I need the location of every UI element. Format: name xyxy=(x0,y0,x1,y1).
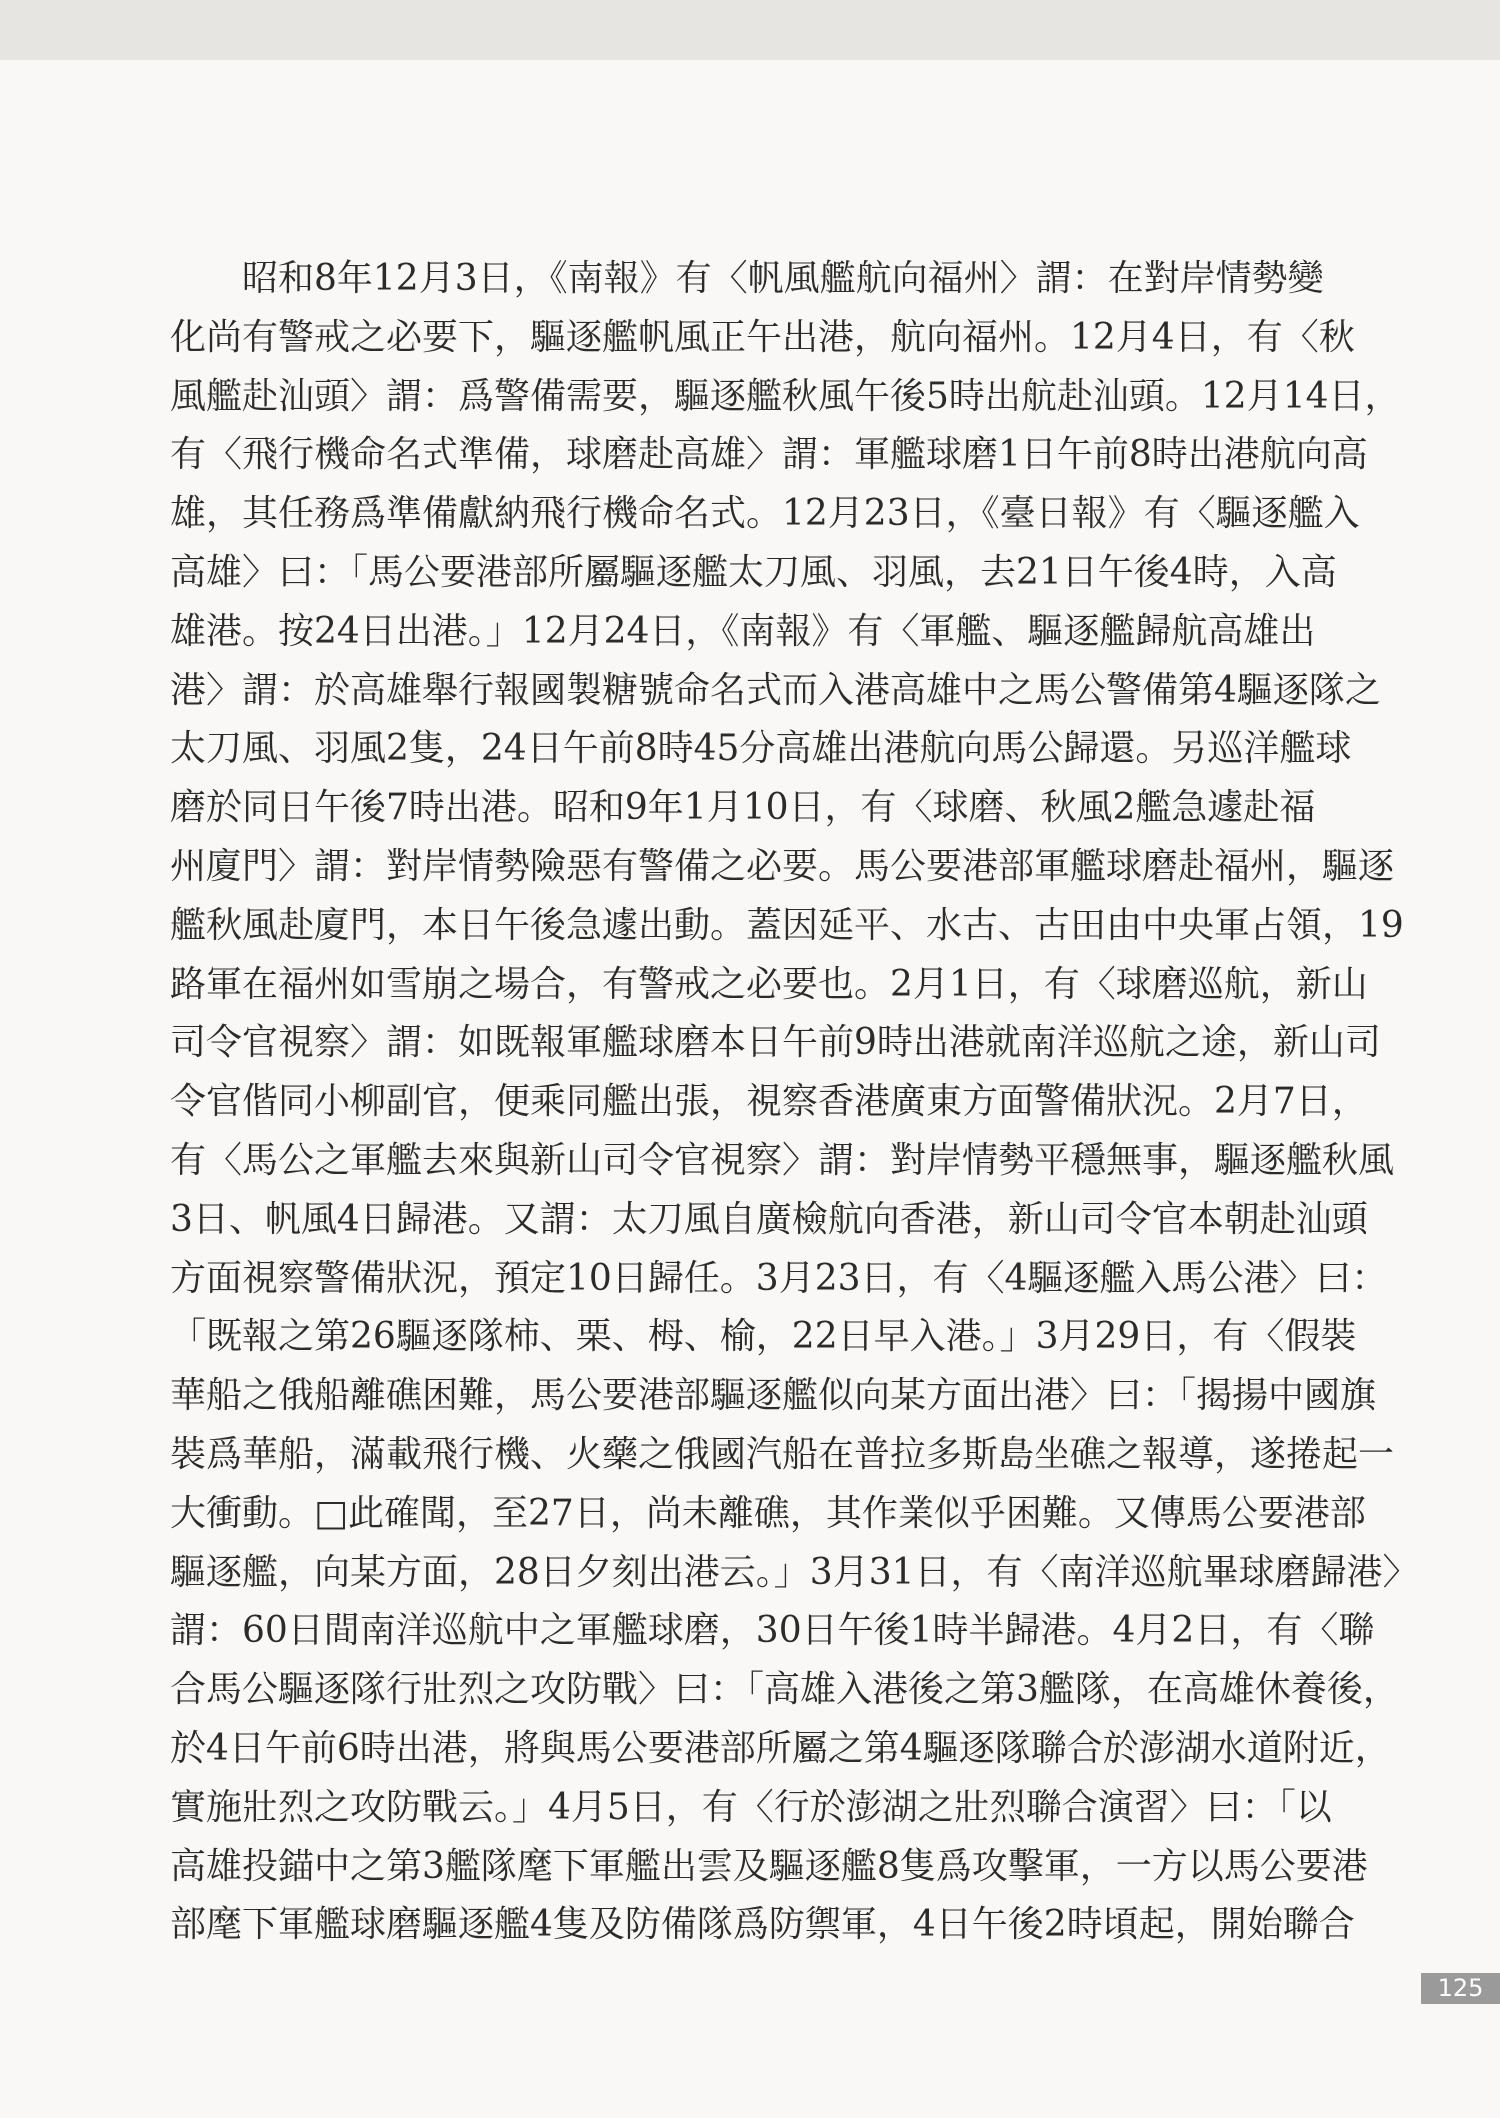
text-line: 於4日午前6時出港，將與馬公要港部所屬之第4驅逐隊聯合於澎湖水道附近， xyxy=(170,1727,1391,1769)
text-line: 太刀風、羽風2隻，24日午前8時45分高雄出港航向馬公歸還。另巡洋艦球 xyxy=(170,728,1352,770)
text-line: 方面視察警備狀況，預定10日歸任。3月23日，有〈4驅逐艦入馬公港〉曰： xyxy=(170,1257,1388,1299)
text-line: 華船之俄船離礁困難，馬公要港部驅逐艦似向某方面出港〉曰：「揭揚中國旗 xyxy=(170,1375,1377,1417)
text-line: 港〉謂：於高雄舉行報國製糖號命名式而入港高雄中之馬公警備第4驅逐隊之 xyxy=(170,669,1381,711)
text-line: 風艦赴汕頭〉謂：爲警備需要，驅逐艦秋風午後5時出航赴汕頭。12月14日， xyxy=(170,375,1401,417)
text-line: 有〈飛行機命名式準備，球磨赴高雄〉謂：軍艦球磨1日午前8時出港航向高 xyxy=(170,434,1368,476)
page-number: 125 xyxy=(1421,1973,1500,2004)
text-line: 驅逐艦，向某方面，28日夕刻出港云。」3月31日，有〈南洋巡航畢球磨歸港〉 xyxy=(170,1551,1419,1593)
text-line: 實施壯烈之攻防戰云。」4月5日，有〈行於澎湖之壯烈聯合演習〉曰：「以 xyxy=(170,1786,1332,1828)
text-line: 有〈馬公之軍艦去來與新山司令官視察〉謂：對岸情勢平穩無事，驅逐艦秋風 xyxy=(170,1139,1395,1181)
text-line: 謂：60日間南洋巡航中之軍艦球磨，30日午後1時半歸港。4月2日，有〈聯 xyxy=(170,1610,1375,1652)
text-line: 「既報之第26驅逐隊柿、栗、栂、榆，22日早入港。」3月29日，有〈假裝 xyxy=(170,1316,1357,1358)
text-line: 昭和8年12月3日，《南報》有〈帆風艦航向福州〉謂：在對岸情勢變 xyxy=(170,258,1324,299)
text-line: 州廈門〉謂：對岸情勢險惡有警備之必要。馬公要港部軍艦球磨赴福州，驅逐 xyxy=(170,845,1395,887)
body-text xyxy=(170,250,1419,1955)
text-line: 高雄投錨中之第3艦隊麾下軍艦出雲及驅逐艦8隻爲攻擊軍，一方以馬公要港 xyxy=(170,1845,1368,1887)
text-line: 部麾下軍艦球磨驅逐艦4隻及防備隊爲防禦軍，4日午後2時頃起，開始聯合 xyxy=(170,1904,1355,1946)
text-line: 合馬公驅逐隊行壯烈之攻防戰〉曰：「高雄入港後之第3艦隊，在高雄休養後， xyxy=(170,1669,1399,1711)
text-line: 高雄〉曰：「馬公要港部所屬驅逐艦太刀風、羽風，去21日午後4時，入高 xyxy=(170,551,1337,593)
text-line: 大衝動。□此確聞，至27日，尚未離礁，其作業似乎困難。又傳馬公要港部 xyxy=(170,1492,1366,1534)
text-line: 令官偕同小柳副官，便乘同艦出張，視察香港廣東方面警備狀況。2月7日， xyxy=(170,1081,1368,1123)
text-line: 3日、帆風4日歸港。又謂：太刀風自廣檢航向香港，新山司令官本朝赴汕頭 xyxy=(170,1198,1368,1240)
text-line: 化尚有警戒之必要下，驅逐艦帆風正午出港，航向福州。12月4日，有〈秋 xyxy=(170,316,1355,358)
text-line: 磨於同日午後7時出港。昭和9年1月10日，有〈球磨、秋風2艦急遽赴福 xyxy=(170,787,1316,829)
text-line: 路軍在福州如雪崩之場合，有警戒之必要也。2月1日，有〈球磨巡航，新山 xyxy=(170,963,1368,1005)
text-line: 雄，其任務爲準備獻納飛行機命名式。12月23日，《臺日報》有〈驅逐艦入 xyxy=(170,493,1360,535)
text-line: 裝爲華船，滿載飛行機、火藥之俄國汽船在普拉多斯島坐礁之報導，遂捲起一 xyxy=(170,1433,1395,1475)
page-top-edge xyxy=(0,0,1500,60)
text-line: 雄港。按24日出港。」12月24日，《南報》有〈軍艦、驅逐艦歸航高雄出 xyxy=(170,610,1316,652)
text-line: 艦秋風赴廈門，本日午後急遽出動。蓋因延平、水古、古田由中央軍占領，19 xyxy=(170,904,1404,946)
text-line: 司令官視察〉謂：如既報軍艦球磨本日午前9時出港就南洋巡航之途，新山司 xyxy=(170,1022,1381,1064)
